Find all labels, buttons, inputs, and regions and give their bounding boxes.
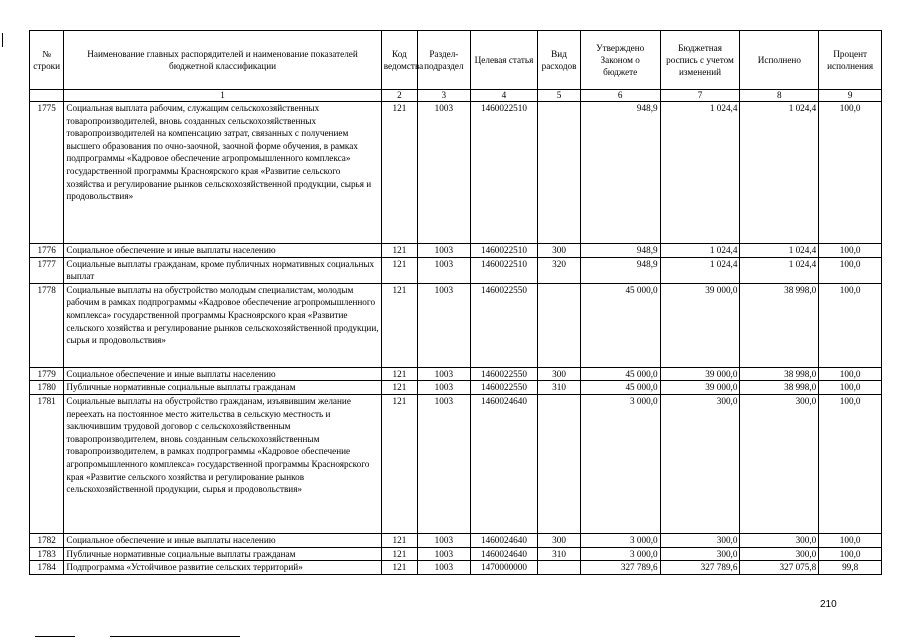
row-section: 1003: [418, 244, 471, 258]
table-row: [30, 533, 882, 547]
row-section: 1003: [418, 381, 471, 395]
table-row: [30, 394, 882, 533]
row-name: Социальные выплаты на обустройство гражданам, изъявившим желание переехать на постоянное место жительства в сельскую местность и заключившим трудовой договор с сельскохозяйственным товаропроизводителем, вновь созданным сельскохозяйственным товаропроизводителем, в рамках подпрограммы «Кадровое обеспечение агропромышленного комплекса» государственной программы Красноярского края «Развитие сельского хозяйства и регулирование рынков сельскохозяйственной продукции, сырья и продовольствия»: [64, 394, 381, 533]
row-percent: 100,0: [819, 257, 882, 283]
row-department-code: 121: [381, 381, 417, 395]
row-expense-type: [538, 561, 580, 575]
row-number: 1782: [30, 533, 64, 547]
row-approved: 948,9: [580, 102, 660, 244]
row-expense-type: 300: [538, 533, 580, 547]
column-number: 1: [64, 90, 381, 102]
table-row: [30, 244, 882, 258]
table-row: [30, 367, 882, 381]
table-row: [30, 381, 882, 395]
row-number: 1780: [30, 381, 64, 395]
row-department-code: 121: [381, 257, 417, 283]
row-number: 1779: [30, 367, 64, 381]
row-percent: 100,0: [819, 367, 882, 381]
row-department-code: 121: [381, 244, 417, 258]
row-section: 1003: [418, 367, 471, 381]
row-department-code: 121: [381, 561, 417, 575]
column-number: 6: [580, 90, 660, 102]
header-target-article: Целевая статья: [470, 31, 538, 90]
row-percent: 100,0: [819, 381, 882, 395]
row-section: 1003: [418, 547, 471, 561]
row-executed: 1 024,4: [740, 257, 819, 283]
row-budget-schedule: 1 024,4: [660, 102, 740, 244]
row-target-article: 1460024640: [470, 547, 538, 561]
row-executed: 38 998,0: [740, 367, 819, 381]
header-row-number: № строки: [30, 31, 64, 90]
table-row: [30, 257, 882, 283]
row-percent: 99,8: [819, 561, 882, 575]
row-expense-type: [538, 394, 580, 533]
row-executed: 38 998,0: [740, 381, 819, 395]
row-number: 1781: [30, 394, 64, 533]
row-target-article: 1460024640: [470, 533, 538, 547]
row-name: Социальная выплата рабочим, служащим сельскохозяйственных товаропроизводителей, вновь созданных сельскохозяйственных товаропроизводителей на компенсацию затрат, связанных с получением высшего образования по очно-заочной, заочной форме обучения, в рамках подпрограммы «Кадровое обеспечение агропромышленного комплекса» государственной программы Красноярского края «Развитие сельского хозяйства и регулирование рынков сельскохозяйственной продукции, сырья и продовольствия»: [64, 102, 381, 244]
row-name: Социальное обеспечение и иные выплаты населению: [64, 533, 381, 547]
row-expense-type: 300: [538, 367, 580, 381]
row-executed: 1 024,4: [740, 244, 819, 258]
row-budget-schedule: 39 000,0: [660, 283, 740, 367]
row-number: 1776: [30, 244, 64, 258]
row-number: 1777: [30, 257, 64, 283]
scan-artifact: [35, 636, 75, 637]
row-budget-schedule: 300,0: [660, 533, 740, 547]
row-budget-schedule: 327 789,6: [660, 561, 740, 575]
row-target-article: 1470000000: [470, 561, 538, 575]
row-name: Социальное обеспечение и иные выплаты населению: [64, 244, 381, 258]
row-section: 1003: [418, 257, 471, 283]
row-approved: 3 000,0: [580, 533, 660, 547]
row-approved: 45 000,0: [580, 283, 660, 367]
row-executed: 327 075,8: [740, 561, 819, 575]
row-executed: 1 024,4: [740, 102, 819, 244]
row-budget-schedule: 1 024,4: [660, 244, 740, 258]
row-section: 1003: [418, 283, 471, 367]
table-row: [30, 561, 882, 575]
row-name: Подпрограмма «Устойчивое развитие сельских территорий»: [64, 561, 381, 575]
header-executed: Исполнено: [740, 31, 819, 90]
row-percent: 100,0: [819, 533, 882, 547]
row-budget-schedule: 1 024,4: [660, 257, 740, 283]
row-section: 1003: [418, 394, 471, 533]
row-executed: 38 998,0: [740, 283, 819, 367]
header-approved: Утверждено Законом о бюджете: [580, 31, 660, 90]
row-expense-type: 320: [538, 257, 580, 283]
page-number: 210: [820, 599, 837, 610]
row-target-article: 1460022550: [470, 367, 538, 381]
column-number: [30, 90, 64, 102]
row-executed: 300,0: [740, 394, 819, 533]
row-name: Социальное обеспечение и иные выплаты населению: [64, 367, 381, 381]
row-budget-schedule: 39 000,0: [660, 381, 740, 395]
row-target-article: 1460022510: [470, 257, 538, 283]
row-department-code: 121: [381, 547, 417, 561]
row-number: 1783: [30, 547, 64, 561]
column-number: 7: [660, 90, 740, 102]
column-number: 9: [819, 90, 882, 102]
column-number: 5: [538, 90, 580, 102]
budget-table: [29, 30, 882, 575]
header-expense-type: Вид расходов: [538, 31, 580, 90]
row-target-article: 1460022510: [470, 244, 538, 258]
row-executed: 300,0: [740, 547, 819, 561]
column-number: 8: [740, 90, 819, 102]
row-department-code: 121: [381, 367, 417, 381]
row-expense-type: 310: [538, 547, 580, 561]
row-name: Публичные нормативные социальные выплаты гражданам: [64, 547, 381, 561]
row-name: Социальные выплаты гражданам, кроме публичных нормативных социальных выплат: [64, 257, 381, 283]
row-expense-type: [538, 283, 580, 367]
row-executed: 300,0: [740, 533, 819, 547]
column-number-row: [30, 90, 882, 102]
row-percent: 100,0: [819, 244, 882, 258]
row-approved: 45 000,0: [580, 367, 660, 381]
row-department-code: 121: [381, 394, 417, 533]
row-budget-schedule: 300,0: [660, 547, 740, 561]
header-budget-schedule: Бюджетная роспись с учетом изменений: [660, 31, 740, 90]
row-expense-type: 300: [538, 244, 580, 258]
row-name: Социальные выплаты на обустройство молодым специалистам, молодым рабочим в рамках подпрограммы «Кадровое обеспечение агропромышленного комплекса» государственной программы Красноярского края «Развитие сельского хозяйства и регулирование рынков сельскохозяйственной продукции, сырья и продовольствия»: [64, 283, 381, 367]
header-percent: Процент исполнения: [819, 31, 882, 90]
row-name: Публичные нормативные социальные выплаты гражданам: [64, 381, 381, 395]
row-budget-schedule: 300,0: [660, 394, 740, 533]
column-number: 3: [418, 90, 471, 102]
row-percent: 100,0: [819, 394, 882, 533]
row-section: 1003: [418, 561, 471, 575]
row-department-code: 121: [381, 533, 417, 547]
row-budget-schedule: 39 000,0: [660, 367, 740, 381]
row-number: 1784: [30, 561, 64, 575]
row-approved: 45 000,0: [580, 381, 660, 395]
scan-artifact: [110, 636, 240, 637]
table-row: [30, 547, 882, 561]
row-approved: 3 000,0: [580, 547, 660, 561]
row-approved: 327 789,6: [580, 561, 660, 575]
header-section: Раздел-подраздел: [418, 31, 471, 90]
row-approved: 948,9: [580, 244, 660, 258]
row-percent: 100,0: [819, 102, 882, 244]
row-percent: 100,0: [819, 283, 882, 367]
row-department-code: 121: [381, 283, 417, 367]
row-section: 1003: [418, 102, 471, 244]
row-department-code: 121: [381, 102, 417, 244]
row-expense-type: [538, 102, 580, 244]
table-row: [30, 283, 882, 367]
row-target-article: 1460022550: [470, 283, 538, 367]
header-name: Наименование главных распорядителей и наименование показателей бюджетной классификации: [64, 31, 381, 90]
scan-artifact: [2, 33, 3, 47]
row-approved: 3 000,0: [580, 394, 660, 533]
row-expense-type: 310: [538, 381, 580, 395]
row-target-article: 1460022510: [470, 102, 538, 244]
row-target-article: 1460022550: [470, 381, 538, 395]
row-section: 1003: [418, 533, 471, 547]
column-number: 2: [381, 90, 417, 102]
row-approved: 948,9: [580, 257, 660, 283]
column-number: 4: [470, 90, 538, 102]
row-number: 1775: [30, 102, 64, 244]
header-row: [30, 31, 882, 90]
table-row: [30, 102, 882, 244]
row-percent: 100,0: [819, 547, 882, 561]
row-number: 1778: [30, 283, 64, 367]
row-target-article: 1460024640: [470, 394, 538, 533]
header-department-code: Код ведомства: [381, 31, 417, 90]
